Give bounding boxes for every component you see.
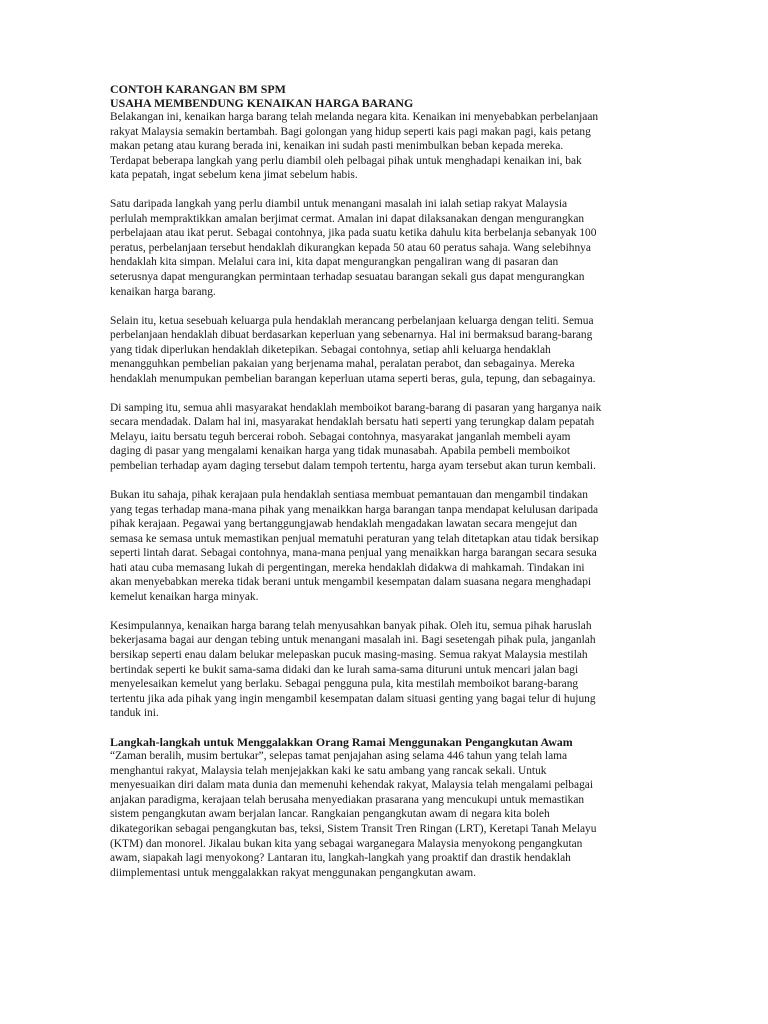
paragraph-body-3: Di samping itu, semua ahli masyarakat hendaklah memboikot barang-barang di pasaran yang harganya naik secara mendadak. Dalam hal ini, masyarakat hendaklah bersatu hati seperti yang terungkap dalam pepatah Melayu, iaitu bersatu teguh bercerai roboh. Sebagai contohnya, masyarakat janganlah membeli ayam daging di pasar yang mengalami kenaikan harga yang tidak munasabah. Apabila pembeli memboikot pembelian terhadap ayam daging tersebut dalam tempoh tertentu, harga ayam tersebut akan turun kembali. xyxy=(110,401,602,472)
paragraph-introduction: Belakangan ini, kenaikan harga barang telah melanda negara kita. Kenaikan ini menyebabkan perbelanjaan rakyat Malaysia semakin bertambah. Bagi golongan yang hidup seperti kais pagi makan pagi, kais petang makan petang atau kurang berada ini, kenaikan ini sudah pasti menimbulkan beban kepada mereka. Terdapat beberapa langkah yang perlu diambil oleh pelbagai pihak untuk menghadapi kenaikan ini, bak kata pepatah, ingat sebelum kena jimat sebelum habis. xyxy=(110,111,599,182)
document-page xyxy=(110,83,658,895)
section-paragraph: “Zaman beralih, musim bertukar”, selepas tamat penjajahan asing selama 446 tahun yang telah lama menghantui rakyat, Malaysia telah menjejakkan kaki ke satu ambang yang rancak sekali. Untuk menyesuaikan diri dalam mata dunia dan memenuhi kehendak rakyat, Malaysia telah mengalami pelbagai anjakan paradigma, kerajaan telah berusaha menyediakan prasarana yang mencukupi untuk memastikan sistem pengangkutan awam berjalan lancar. Rangkaian pengangkutan awam di negara kita boleh dikategorikan sebagai pengangkutan bas, teksi, Sistem Transit Tren Ringan (LRT), Keretapi Tanah Melayu (KTM) dan monorel. Jikalau bukan kita yang sebagai warganegara Malaysia menyokong pengangkutan awam, siapakah lagi menyokong? Lantaran itu, langkah-langkah yang proaktif dan drastik hendaklah diimplementasi untuk menggalakkan rakyat menggunakan pengangkutan awam. xyxy=(110,750,597,879)
paragraph-body-4: Bukan itu sahaja, pihak kerajaan pula hendaklah sentiasa membuat pemantauan dan mengambil tindakan yang tegas terhadap mana-mana pihak yang menaikkan harga barangan tanpa mendapat kelulusan daripada pihak kerajaan. Pegawai yang bertanggungjawab hendaklah mengadakan lawatan secara mengejut dan semasa ke semasa untuk memastikan penjual mematuhi peraturan yang telah ditetapkan atau tidak bersikap seperti lintah darat. Sebagai contohnya, mana-mana penjual yang menaikkan harga barangan secara sesuka hati atau cuba memasang lukah di pergentingan, mereka hendaklah didakwa di mahkamah. Tindakan ini akan menyebabkan mereka tidak berani untuk mengambil kesempatan dalam suasana negara menghadapi kemelut kenaikan harga minyak. xyxy=(110,489,599,603)
document-title: USAHA MEMBENDUNG KENAIKAN HARGA BARANG xyxy=(110,95,414,110)
paragraph-body-2: Selain itu, ketua sesebuah keluarga pula hendaklah merancang perbelanjaan keluarga dengan teliti. Semua perbelanjaan hendaklah dibuat berdasarkan keperluan yang sebenarnya. Hal ini bermaksud barang-barang yang tidak diperlukan hendaklah diketepikan. Sebagai contohnya, setiap ahli keluarga hendaklah menangguhkan pembelian pakaian yang berjenama mahal, peralatan perabot, dan sebagainya. Mereka hendaklah menumpukan pembelian barangan keperluan utama seperti beras, gula, tepung, dan sebagainya. xyxy=(110,314,596,385)
document-heading: CONTOH KARANGAN BM SPM xyxy=(110,82,286,96)
paragraph-body-1: Satu daripada langkah yang perlu diambil untuk menangani masalah ini ialah setiap rakyat Malaysia perlulah mempraktikkan amalan berjimat cermat. Amalan ini dapat dilaksanakan dengan mengurangkan perbelajaan atau ikat perut. Sebagai contohnya, jika pada suatu ketika dahulu kita berbelanja sebanyak 100 peratus, perbelanjaan tersebut hendaklah dikurangkan kepada 50 atau 60 peratus sahaja. Wang selebihnya hendaklah kita simpan. Melalui cara ini, kita dapat mengurangkan pengaliran wang di pasaran dan seterusnya dapat mengurangkan permintaan terhadap sesuatau barangan sekali gus dapat mengurangkan kenaikan harga barang. xyxy=(110,198,597,298)
paragraph-conclusion: Kesimpulannya, kenaikan harga barang telah menyusahkan banyak pihak. Oleh itu, semua pihak haruslah bekerjasama bagai aur dengan tebing untuk menangani masalah ini. Bagi sesetengah pihak pula, janganlah bersikap seperti enau dalam belukar melepaskan pucuk masing-masing. Semua rakyat Malaysia mestilah bertindak seperti ke bukit sama-sama didaki dan ke lurah sama-sama dituruni untuk mencari jalan bagi menyelesaikan kemelut yang berlaku. Sebagai pengguna pula, kita mestilah memboikot barang-barang tertentu jika ada pihak yang ingin mengambil kesempatan dalam situasi genting yang bagai telur di hujung tanduk ini. xyxy=(110,619,596,720)
section-title: Langkah-langkah untuk Menggalakkan Orang Ramai Menggunakan Pengangkutan Awam xyxy=(110,735,573,750)
